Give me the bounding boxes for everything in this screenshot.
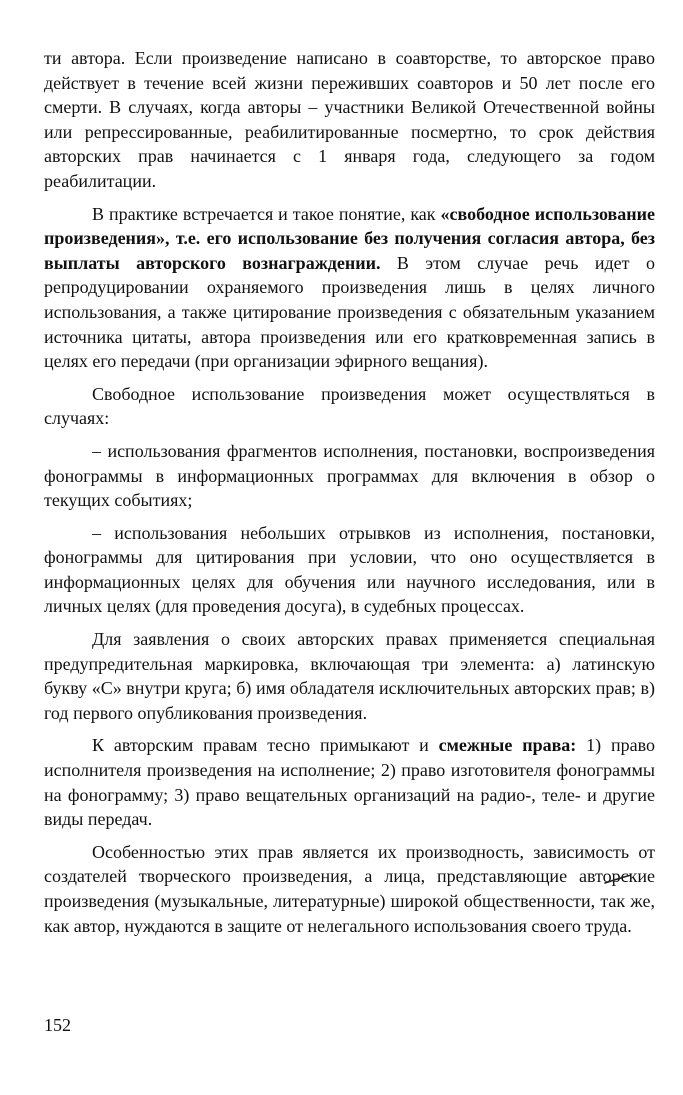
paragraph-6: Для заявления о своих авторских правах применяется специальная предупредительная маркировка, включающая три элемента: а) латинскую букву «С» внутри круга; б) имя обладателя исключительных авторских прав; в) год первого опубликования произведения.	[44, 629, 655, 723]
list-item-2: – использования небольших отрывков из исполнения, постановки, фонограммы для цитирования при условии, что оно осуществляется в информационных целях для обучения или научного исследования, или в личных целях (для проведения досуга), в судебных процессах.	[44, 522, 655, 617]
paragraph-7-body: 1) право исполнителя произведения на исполнение; 2) право изготовителя фонограммы на фонограмму; 3) право вещательных организаций на радио-, теле- и другие виды передач.	[44, 735, 655, 830]
page-number: 152	[44, 1015, 71, 1035]
paragraph-1: ти автора. Если произведение написано в соавторстве, то авторское право действует в течение всей жизни переживших соавторов и 50 лет после его смерти. В случаях, когда авторы – участники Великой Отечественной войны или репрессированные, реабилитированные посмертно, то срок действия авторских прав начинается с 1 января года, следующего за годом реабилитации.	[44, 48, 655, 191]
paragraph-2-intro: В практике встречается и такое понятие, как	[92, 203, 441, 224]
paragraph-8: Особенностью этих прав является их производность, зависимость от создателей творческого произведения, а лица, представляющие авторские произведения (музыкальные, литературные) широкой общественности, так же, как автор, нуждаются в защите от нелегального использования своего труда.	[44, 841, 655, 936]
paragraph-7	[44, 733, 655, 831]
related-rights-term: смежные права:	[438, 735, 577, 756]
paragraph-2	[44, 202, 655, 374]
free-use-definition: «свободное использование произведения», т.е. его использование без получения согласия автора, без выплаты авторского вознаграждении.	[44, 203, 655, 273]
paragraph-2-body: В этом случае речь идет о репродуцировании охраняемого произведения лишь в целях личного использования, а также цитирование произведения с обязательным указанием источника цитаты, автора произведения или его кратковременная запись в целях его передачи (при организации эфирного вещания).	[44, 252, 655, 372]
paragraph-7-intro: К авторским правам тесно примыкают и	[92, 735, 439, 756]
list-item-1: – использования фрагментов исполнения, постановки, воспроизведения фонограммы в информационных программах для включения в обзор о текущих событиях;	[44, 440, 655, 511]
paragraph-3: Свободное использование произведения может осуществляться в случаях:	[44, 383, 655, 429]
pen-mark-icon	[603, 873, 633, 885]
